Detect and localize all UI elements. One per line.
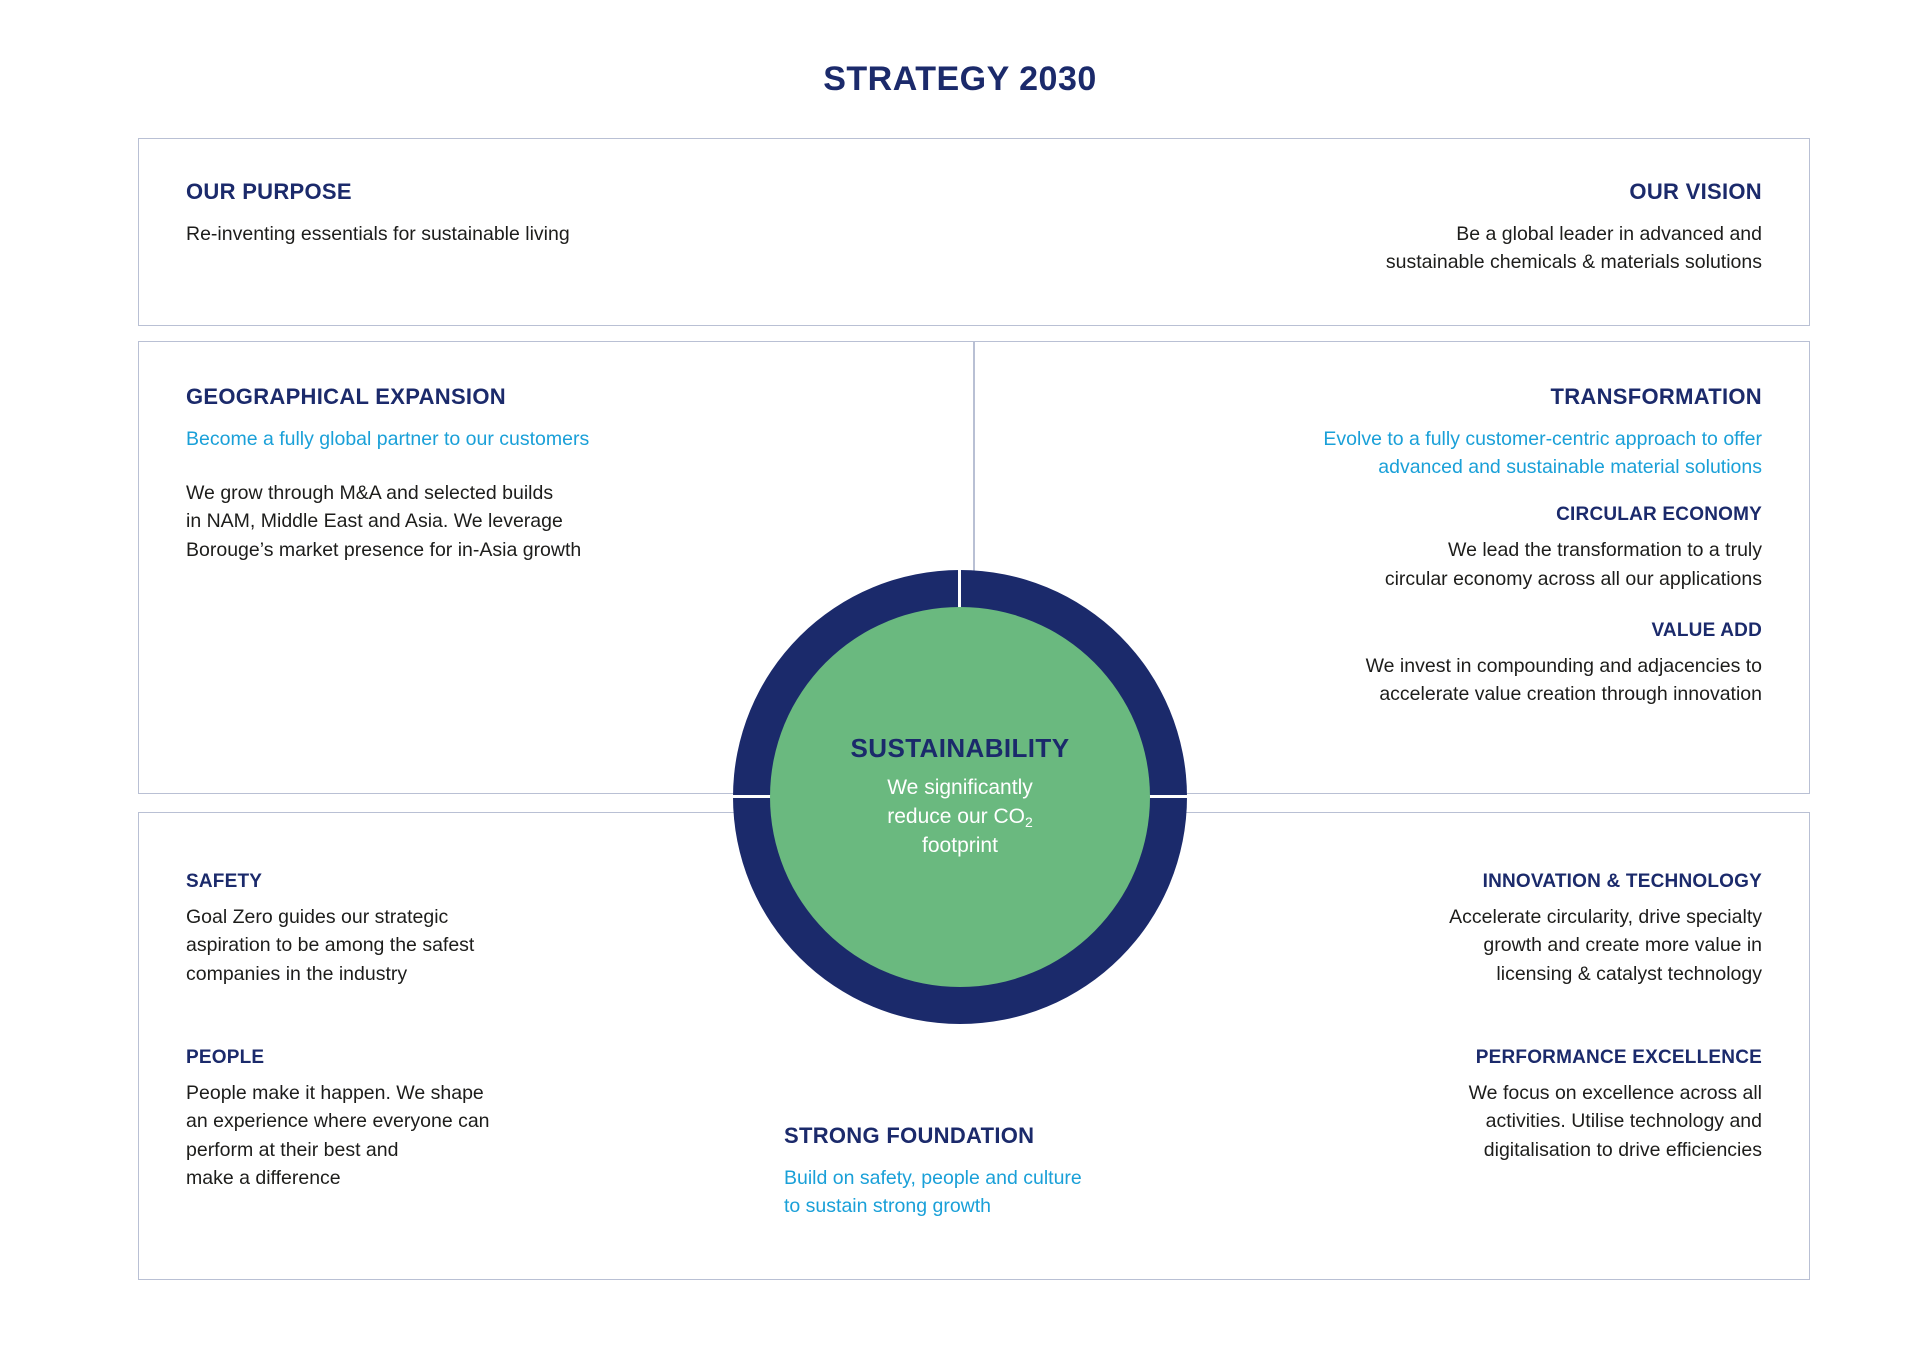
strong-foundation-heading: STRONG FOUNDATION (784, 1123, 1035, 1148)
geographical-expansion-line-2: in NAM, Middle East and Asia. We leverage (186, 510, 563, 533)
geographical-expansion-line-1: We grow through M&A and selected builds (186, 481, 554, 504)
our-purpose-heading: OUR PURPOSE (186, 179, 352, 204)
our-vision-line-2: sustainable chemicals & materials solutions (1385, 250, 1762, 273)
circular-economy-line-1: We lead the transformation to a truly (1448, 539, 1762, 562)
circular-economy-line-2: circular economy across all our applications (1384, 567, 1762, 590)
sustainability-text (887, 774, 1033, 861)
safety-heading: SAFETY (186, 871, 263, 892)
performance-excellence-line-3: digitalisation to drive efficiencies (1483, 1138, 1762, 1161)
innovation-technology-line-3: licensing & catalyst technology (1496, 962, 1762, 985)
transformation-heading: TRANSFORMATION (1550, 384, 1762, 409)
performance-excellence-line-1: We focus on excellence across all (1468, 1081, 1762, 1104)
people-line-1: People make it happen. We shape (186, 1081, 484, 1104)
people-block (186, 1046, 706, 1193)
value-add-heading: VALUE ADD (1651, 620, 1762, 642)
sustainability-line-2 (887, 803, 1033, 832)
sustainability-heading: SUSTAINABILITY (850, 733, 1070, 764)
page-title: STRATEGY 2030 (823, 60, 1097, 98)
people-line-2: an experience where everyone can (186, 1110, 490, 1133)
safety-line-2: aspiration to be among the safest (186, 934, 475, 957)
innovation-technology-line-1: Accelerate circularity, drive specialty (1449, 905, 1762, 928)
innovation-technology-block (1190, 870, 1762, 988)
geographical-expansion-heading: GEOGRAPHICAL EXPANSION (186, 384, 506, 409)
geographical-expansion-subheading: Become a fully global partner to our customers (186, 427, 590, 450)
our-vision-block (1060, 178, 1762, 276)
our-vision-heading: OUR VISION (1629, 179, 1762, 204)
donut-notch-right (1149, 795, 1189, 798)
circular-economy-heading: CIRCULAR ECONOMY (1556, 504, 1762, 526)
our-vision-line-1: Be a global leader in advanced and (1456, 222, 1762, 245)
transformation-sub-line-1: Evolve to a fully customer-centric approach to offer (1323, 427, 1762, 450)
value-add-line-2: accelerate value creation through innovation (1379, 683, 1762, 706)
our-purpose-text: Re-inventing essentials for sustainable living (186, 222, 570, 245)
transformation-sub-line-2: advanced and sustainable material solutions (1378, 455, 1762, 478)
geographical-expansion-block (186, 383, 826, 564)
sustainability-line-3: footprint (922, 833, 998, 857)
strong-foundation-block (784, 1122, 1344, 1220)
sustainability-line-2-text: reduce our CO (887, 805, 1025, 829)
donut-notch-top (958, 568, 961, 608)
value-add-line-1: We invest in compounding and adjacencies to (1365, 654, 1762, 677)
sustainability-line-1: We significantly (887, 776, 1033, 800)
our-purpose-block (186, 178, 886, 248)
safety-block (186, 870, 706, 988)
co2-subscript: 2 (1024, 814, 1033, 831)
innovation-technology-heading: INNOVATION & TECHNOLOGY (1482, 871, 1762, 892)
safety-line-1: Goal Zero guides our strategic (186, 905, 449, 928)
sustainability-donut (733, 570, 1187, 1024)
strong-foundation-sub-line-2: to sustain strong growth (784, 1194, 992, 1217)
donut-notch-left (731, 795, 771, 798)
people-heading: PEOPLE (186, 1047, 265, 1068)
people-line-3: perform at their best and (186, 1138, 399, 1161)
geographical-expansion-line-3: Borouge’s market presence for in-Asia growth (186, 538, 582, 561)
innovation-technology-line-2: growth and create more value in (1483, 934, 1762, 957)
donut-core (770, 607, 1150, 987)
strong-foundation-sub-line-1: Build on safety, people and culture (784, 1166, 1082, 1189)
performance-excellence-heading: PERFORMANCE EXCELLENCE (1475, 1047, 1762, 1068)
people-line-4: make a difference (186, 1167, 341, 1190)
safety-line-3: companies in the industry (186, 962, 408, 985)
performance-excellence-line-2: activities. Utilise technology and (1485, 1110, 1762, 1133)
